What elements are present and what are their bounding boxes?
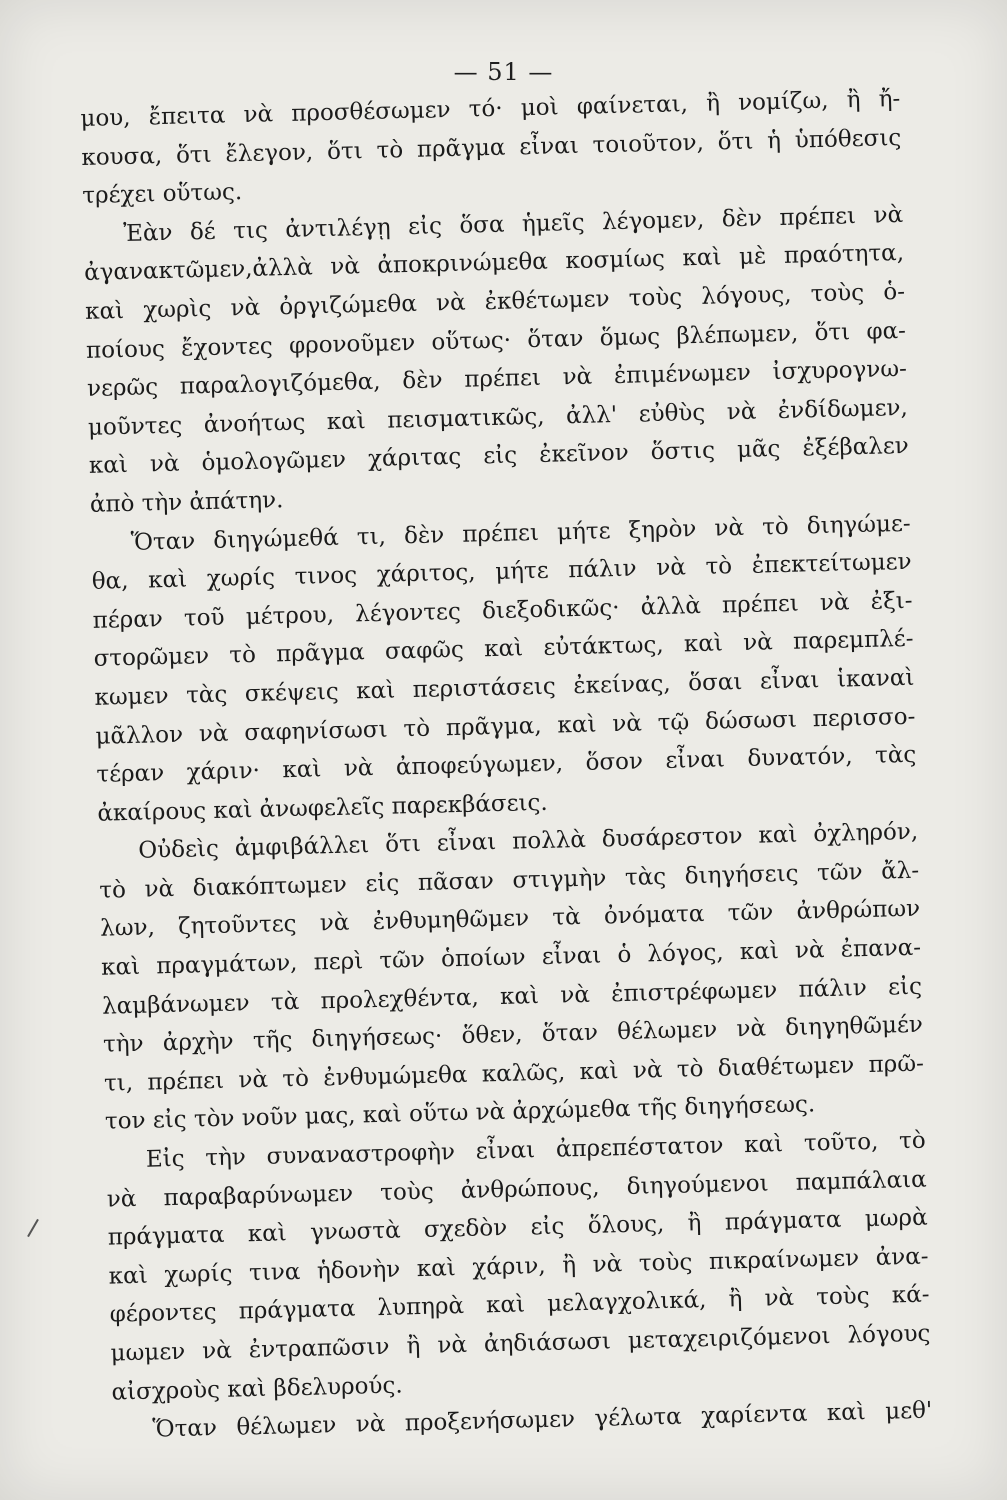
text-line: τι, πρέπει νὰ τὸ ἐνθυμώμεθα καλῶς, καὶ νὰ τὸ διαθέτωμεν πρῶ-: [103, 1050, 925, 1097]
text-line: καὶ χωρὶς νὰ ὀργιζώμεθα νὰ ἐκθέτωμεν τοὺς λόγους, τοὺς ὁ-: [84, 278, 906, 325]
text-line: τρέχει οὕτως.: [82, 179, 243, 210]
text-line: νερῶς παραλογιζόμεθα, δὲν πρέπει νὰ ἐπιμένωμεν ἰσχυρογνω-: [86, 356, 908, 403]
text-line: φέροντες πράγματα λυπηρὰ καὶ μελαγχολικά, ἢ νὰ τοὺς κά-: [109, 1282, 930, 1329]
text-line: μου, ἔπειτα νὰ προσθέσωμεν τό· μοὶ φαίνεται, ἢ νομίζω, ἢ ἤ-: [80, 85, 901, 132]
text-line: μᾶλλον νὰ σαφηνίσωσι τὸ πρᾶγμα, καὶ νὰ τῷ δώσωσι περισσο-: [95, 703, 916, 750]
text-line: πράγματα καὶ γνωστὰ σχεδὸν εἰς ὅλους, ἢ πράγματα μωρὰ: [107, 1204, 928, 1251]
margin-pencil-mark: [27, 1219, 39, 1237]
text-line: αἰσχροὺς καὶ βδελυρούς.: [111, 1372, 403, 1406]
text-line: πέραν τοῦ μέτρου, λέγοντες διεξοδικῶς· ἀλλὰ πρέπει νὰ ἐξι-: [92, 587, 913, 634]
text-line: μοῦντες ἀνοήτως καὶ πεισματικῶς, ἀλλ' εὐθὺς νὰ ἐνδίδωμεν,: [87, 394, 909, 441]
text-line: μωμεν νὰ ἐντραπῶσιν ἢ νὰ ἀηδιάσωσι μεταχειριζόμενοι λόγους: [110, 1320, 931, 1367]
text-line: λαμβάνωμεν τὰ προλεχθέντα, καὶ νὰ ἐπιστρέφωμεν πάλιν εἰς: [101, 973, 923, 1020]
text-line: Ἐὰν δέ τις ἀντιλέγῃ εἰς ὅσα ἡμεῖς λέγομεν, δὲν πρέπει νὰ: [122, 201, 904, 247]
text-line: καὶ νὰ ὁμολογῶμεν χάριτας εἰς ἐκεῖνον ὅστις μᾶς ἐξέβαλεν: [88, 433, 910, 480]
text-line: Ὅταν διηγώμεθά τι, δὲν πρέπει μήτε ξηρὸν νὰ τὸ διηγώμε-: [130, 510, 911, 556]
text-line: Εἰς τὴν συναναστροφὴν εἶναι ἀπρεπέστατον καὶ τοῦτο, τὸ: [145, 1127, 926, 1173]
text-line: ποίους ἔχοντες φρονοῦμεν οὕτως· ὅταν ὅμως βλέπωμεν, ὅτι φα-: [85, 317, 907, 364]
page-number: — 51 —: [453, 58, 554, 86]
text-line: νὰ παραβαρύνωμεν τοὺς ἀνθρώπους, διηγούμενοι παμπάλαια: [106, 1166, 927, 1213]
text-line: στορῶμεν τὸ πρᾶγμα σαφῶς καὶ εὐτάκτως, καὶ νὰ παρεμπλέ-: [93, 626, 914, 673]
text-line: τὴν ἀρχὴν τῆς διηγήσεως· ὅθεν, ὅταν θέλωμεν νὰ διηγηθῶμέν: [102, 1011, 924, 1058]
text-line: Ὅταν θέλωμεν νὰ προξενήσωμεν γέλωτα χαρίεντα καὶ μεθ': [152, 1397, 933, 1443]
text-line: θα, καὶ χωρίς τινος χάριτος, μήτε πάλιν νὰ τὸ ἐπεκτείτωμεν: [91, 548, 912, 595]
text-line: κουσα, ὅτι ἔλεγον, ὅτι τὸ πρᾶγμα εἶναι τοιοῦτον, ὅτι ἡ ὑπόθεσις: [81, 124, 902, 171]
text-line: ἀκαίρους καὶ ἀνωφελεῖς παρεκβάσεις.: [97, 789, 548, 827]
text-line: ἀπὸ τὴν ἀπάτην.: [89, 487, 284, 518]
text-line: τέραν χάριν· καὶ νὰ ἀποφεύγωμεν, ὅσον εἶναι δυνατόν, τὰς: [96, 741, 917, 788]
text-line: κωμεν τὰς σκέψεις καὶ περιστάσεις ἐκείνας, ὅσαι εἶναι ἱκαναὶ: [94, 664, 915, 711]
text-line: Οὐδεὶς ἀμφιβάλλει ὅτι εἶναι πολλὰ δυσάρεστον καὶ ὀχληρόν,: [138, 819, 919, 865]
text-line: τὸ νὰ διακόπτωμεν εἰς πᾶσαν στιγμὴν τὰς διηγήσεις τῶν ἄλ-: [99, 857, 920, 904]
text-line: λων, ζητοῦντες νὰ ἐνθυμηθῶμεν τὰ ὀνόματα τῶν ἀνθρώπων: [99, 896, 921, 943]
text-line: καὶ χωρίς τινα ἡδονὴν καὶ χάριν, ἢ νὰ τοὺς πικραίνωμεν ἀνα-: [108, 1243, 929, 1290]
text-line: καὶ πραγμάτων, περὶ τῶν ὁποίων εἶναι ὁ λόγος, καὶ νὰ ἐπανα-: [100, 934, 922, 981]
text-line: τον εἰς τὸν νοῦν μας, καὶ οὕτω νὰ ἀρχώμεθα τῆς διηγήσεως.: [104, 1091, 816, 1136]
text-line: ἀγανακτῶμεν,ἀλλὰ νὰ ἀποκρινώμεθα κοσμίως καὶ μὲ πραότητα,: [83, 240, 905, 287]
page-body-text: [80, 80, 933, 1450]
